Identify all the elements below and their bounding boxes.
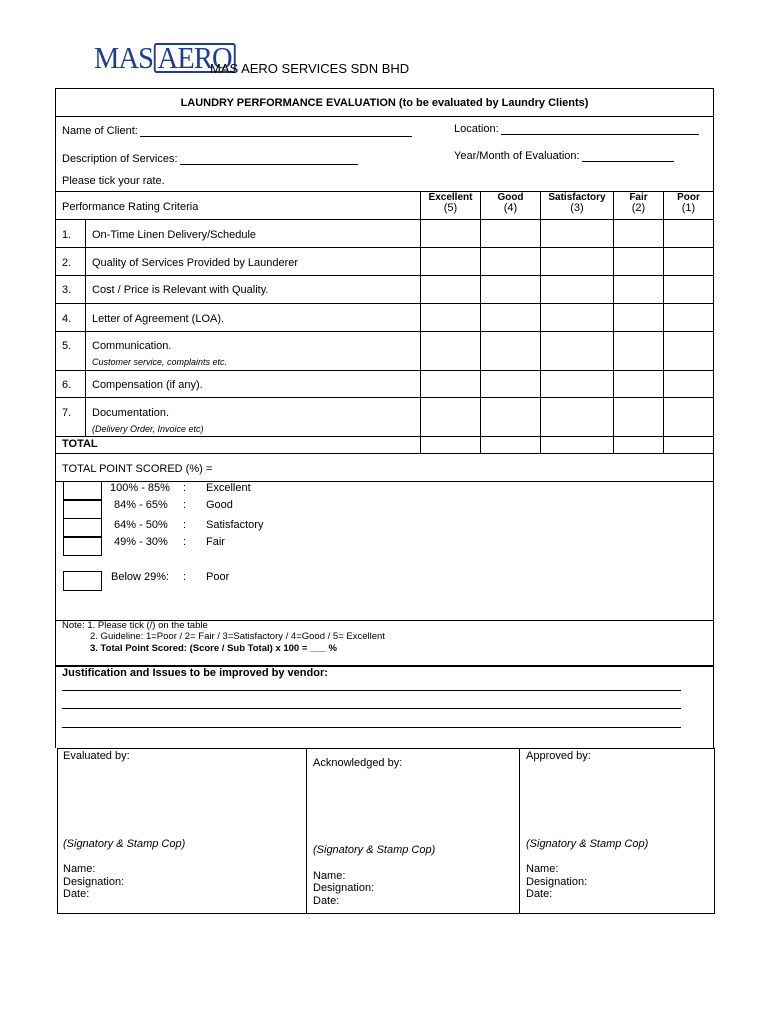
grade-name: Excellent [206, 482, 251, 494]
criteria-header: Performance Rating Criteria [62, 201, 199, 213]
evaluated-by-title: Evaluated by: [63, 750, 130, 762]
designation-label: Designation: [313, 882, 375, 894]
grade-colon: : [183, 536, 187, 548]
rating-value: (4) [503, 202, 518, 214]
rating-label: Poor [677, 192, 700, 203]
grade-colon: : [183, 519, 187, 531]
client-name-line [140, 125, 412, 137]
criteria-row-text: Cost / Price is Relevant with Quality. [92, 284, 269, 296]
name-label: Name: [313, 870, 346, 882]
criteria-row-num: 5. [62, 340, 72, 352]
rating-label: Good [497, 192, 524, 203]
year-month-field[interactable] [454, 150, 674, 162]
criteria-row-subtext: (Delivery Order, Invoice etc) [92, 424, 204, 434]
grade-range: 64% - 50% [114, 519, 168, 531]
rating-header-satisfactory [540, 192, 614, 214]
justification-title: Justification and Issues to be improved by vendor: [62, 667, 328, 679]
signatory-stamp: (Signatory & Stamp Cop) [63, 838, 186, 850]
rating-header-good [480, 192, 541, 214]
criteria-row-text: On-Time Linen Delivery/Schedule [92, 229, 257, 241]
rating-header-excellent [420, 192, 481, 214]
location-line [501, 123, 699, 135]
rating-label: Satisfactory [548, 192, 606, 203]
designation-label: Designation: [526, 876, 588, 888]
company-name: MAS AERO SERVICES SDN BHD [210, 61, 410, 76]
location-label: Location: [454, 123, 499, 135]
total-label: TOTAL [62, 438, 98, 450]
note-line-3: 3. Total Point Scored: (Score / Sub Total) x 100 = ___ % [90, 643, 337, 654]
year-month-label: Year/Month of Evaluation: [454, 150, 580, 162]
criteria-row-num: 2. [62, 257, 72, 269]
note-line-1: Note: 1. Please tick (/) on the table [62, 620, 208, 631]
logo-text-mas: MAS [94, 40, 154, 75]
form-title: LAUNDRY PERFORMANCE EVALUATION (to be evaluated by Laundry Clients) [180, 97, 589, 109]
rating-value: (3) [570, 202, 584, 214]
rating-label: Excellent [428, 192, 473, 203]
client-name-field[interactable] [62, 125, 412, 137]
signatory-stamp: (Signatory & Stamp Cop) [526, 838, 649, 850]
year-month-line [582, 150, 674, 162]
justification-line[interactable] [62, 690, 681, 691]
grade-name: Good [206, 499, 233, 511]
rating-header-fair [613, 192, 664, 214]
date-label: Date: [313, 895, 340, 907]
description-line [180, 153, 358, 165]
criteria-row-num: 1. [62, 229, 72, 241]
grade-range: 84% - 65% [114, 499, 168, 511]
criteria-row-text: Documentation. [92, 407, 170, 419]
criteria-row-num: 7. [62, 407, 72, 419]
name-label: Name: [63, 863, 96, 875]
grade-name: Poor [206, 571, 230, 583]
justification-line[interactable] [62, 727, 681, 728]
note-line-2: 2. Guideline: 1=Poor / 2= Fair / 3=Satisfactory / 4=Good / 5= Excellent [90, 631, 385, 642]
rating-value: (5) [443, 202, 458, 214]
grade-checkbox[interactable] [63, 518, 102, 538]
description-field[interactable] [62, 153, 358, 165]
criteria-row-num: 6. [62, 379, 72, 391]
criteria-row-text: Letter of Agreement (LOA). [92, 313, 225, 325]
date-label: Date: [63, 888, 90, 900]
grade-colon: : [183, 499, 187, 511]
acknowledged-by-title: Acknowledged by: [313, 757, 403, 769]
criteria-row-num: 4. [62, 313, 72, 325]
criteria-row-text: Compensation (if any). [92, 379, 203, 391]
rating-label: Fair [629, 192, 648, 203]
approved-by-title: Approved by: [526, 750, 591, 762]
signatory-stamp: (Signatory & Stamp Cop) [313, 844, 436, 856]
rating-value: (1) [681, 202, 696, 214]
criteria-row-num: 3. [62, 284, 72, 296]
location-field[interactable] [454, 123, 699, 135]
grade-checkbox[interactable] [63, 499, 102, 519]
rating-header-poor [663, 192, 714, 214]
total-point-scored: TOTAL POINT SCORED (%) = [62, 463, 213, 475]
grade-name: Fair [206, 536, 225, 548]
justification-line[interactable] [62, 708, 681, 709]
designation-label: Designation: [63, 876, 125, 888]
grade-checkbox[interactable] [63, 571, 102, 591]
rating-value: (2) [631, 202, 646, 214]
grade-colon: : [183, 571, 187, 583]
name-label: Name: [526, 863, 559, 875]
grade-checkbox[interactable] [63, 536, 102, 556]
grade-checkbox[interactable] [63, 481, 102, 501]
client-name-label: Name of Client: [62, 125, 138, 137]
description-label: Description of Services: [62, 153, 178, 165]
grade-name: Satisfactory [206, 519, 264, 531]
grade-range: Below 29%: [111, 571, 170, 583]
date-label: Date: [526, 888, 553, 900]
criteria-row-subtext: Customer service, complaints etc. [92, 357, 228, 367]
logo-text-aero: AERO [154, 43, 235, 73]
grade-range: 49% - 30% [114, 536, 168, 548]
grade-range: 100% - 85% [110, 482, 170, 494]
criteria-row-text: Communication. [92, 340, 172, 352]
criteria-row-text: Quality of Services Provided by Launderer [92, 257, 299, 269]
grade-colon: : [183, 482, 187, 494]
tick-instruction: Please tick your rate. [62, 175, 165, 187]
